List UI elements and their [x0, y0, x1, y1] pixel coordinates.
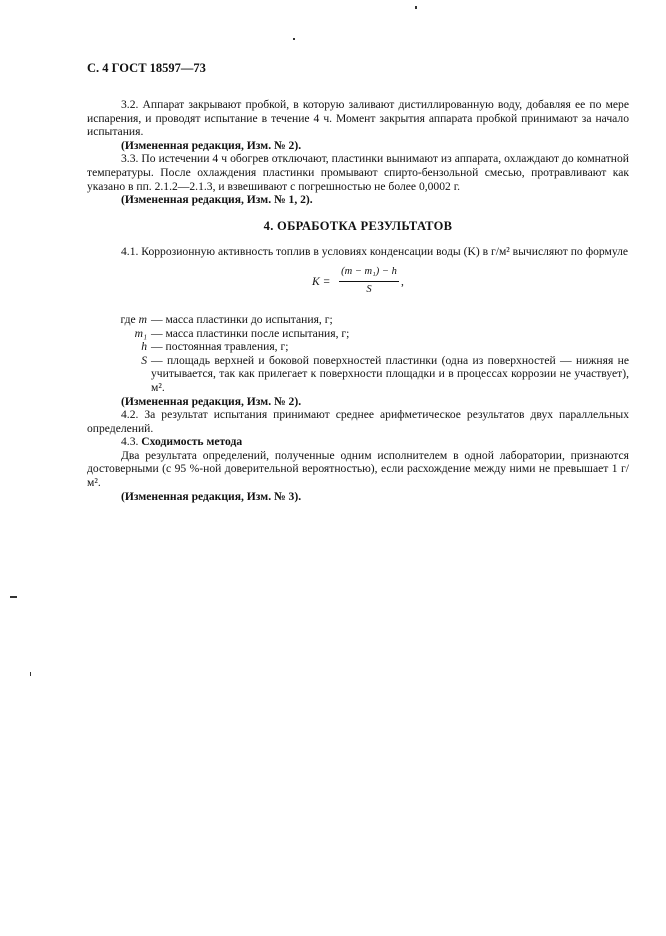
variable-symbol: h	[141, 340, 147, 354]
variable-symbol: m₁	[134, 326, 147, 340]
formula	[87, 265, 629, 309]
definition-row	[87, 354, 629, 395]
paragraph-4-3: Два результата определений, полученные одним исполнителем в одной лаборатории, признаются достоверными (с 95 %-ной доверительной вероятностью), если расхождение между ними не превышает 1 г/м².	[87, 448, 629, 490]
scan-speck	[10, 596, 17, 598]
page-header: С. 4 ГОСТ 18597—73	[87, 61, 206, 75]
scan-speck	[30, 672, 31, 676]
variable-symbol: S	[141, 353, 147, 367]
scan-speck	[415, 6, 417, 9]
variable-symbol: m	[138, 312, 147, 326]
definition-text: — площадь верхней и боковой поверхностей пластинки (одна из поверхностей — нижняя не учитывается, так как прилегает к поверхности площадки и в процессах коррозии не участвует), м².	[151, 353, 629, 394]
formula-numerator: (m − m₁) − h	[339, 265, 399, 282]
formula-fraction	[339, 265, 399, 296]
formula-lhs: K =	[312, 274, 331, 288]
paragraph-4-1: 4.1. Коррозионную активность топлив в условиях конденсации воды (K) в г/м² вычисляют по формуле	[121, 245, 629, 259]
amendment-note: (Измененная редакция, Изм. № 1, 2).	[121, 193, 313, 207]
formula-denominator: S	[366, 283, 372, 295]
definition-symbol	[87, 313, 151, 327]
definition-row	[87, 327, 629, 341]
scan-speck	[293, 38, 295, 40]
amendment-note: (Измененная редакция, Изм. № 3).	[121, 489, 302, 503]
amendment-note: (Измененная редакция, Изм. № 2).	[121, 138, 302, 152]
definition-row	[87, 313, 629, 327]
definition-symbol	[87, 354, 151, 395]
variable-definitions	[87, 313, 629, 395]
definition-lead: где	[120, 312, 136, 326]
definition-row	[87, 340, 629, 354]
definition-symbol	[87, 327, 151, 341]
paragraph-4-2: 4.2. За результат испытания принимают среднее арифметическое результатов двух параллельных определений.	[87, 408, 629, 435]
section-title: 4. ОБРАБОТКА РЕЗУЛЬТАТОВ	[263, 218, 453, 233]
definition-text: — масса пластинки до испытания, г;	[151, 312, 333, 326]
clause-title: Сходимость метода	[141, 435, 243, 449]
definition-symbol	[87, 340, 151, 354]
paragraph-3-3: 3.3. По истечении 4 ч обогрев отключают, пластинки вынимают из аппарата, охлаждают до комнатной температуры. После охлаждения пластинки промывают спирто-бензольной смесью, протравливают как указано в пп. 2.1.2—2.1.3, и взвешивают с погрешностью не более 0,0002 г.	[87, 152, 629, 193]
clause-number: 4.3.	[121, 435, 139, 449]
paragraph-3-2: 3.2. Аппарат закрывают пробкой, в которую заливают дистиллированную воду, добавляя ее по мере испарения, и проводят испытание в течение 4 ч. Момент закрытия аппарата пробкой принимают за начало испытания.	[87, 98, 629, 139]
definition-text: — постоянная травления, г;	[151, 340, 289, 354]
amendment-note: (Измененная редакция, Изм. № 2).	[121, 394, 302, 408]
document-body	[87, 98, 629, 503]
definition-text: — масса пластинки после испытания, г;	[151, 326, 350, 340]
paragraph-4-3-heading	[87, 435, 629, 449]
formula-comma: ,	[401, 274, 404, 288]
